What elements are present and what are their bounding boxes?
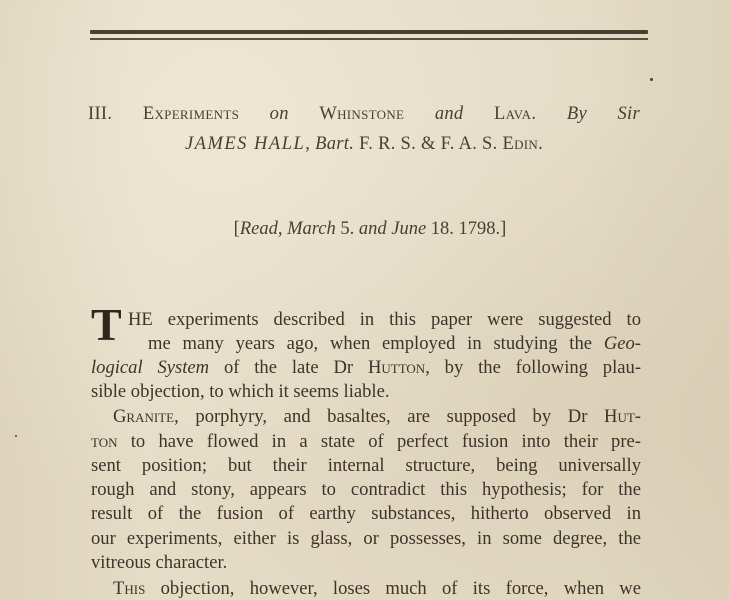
paragraph-1-line-3 [91, 357, 641, 379]
paragraph-2-line-6 [91, 528, 641, 550]
read-and: and [358, 219, 387, 239]
read-word: Read, [239, 219, 283, 239]
text-segment-smallcaps: Granite [113, 406, 175, 427]
paragraph-2-line-2 [91, 431, 641, 453]
header-rule-thin [90, 38, 648, 40]
title-word: Whinstone [319, 104, 405, 124]
text-segment: rough and stony, appears to contradict this hypothesis; for the [91, 479, 641, 500]
read-date-note [200, 219, 540, 240]
text-segment: of the late Dr [209, 357, 368, 378]
article-number: III. [88, 104, 113, 124]
article-title [88, 104, 640, 125]
ink-speck [650, 78, 653, 81]
text-segment: me many years ago, when employed in studying the [148, 333, 604, 354]
text-segment: objection, however, loses much of its force, when we [145, 578, 641, 599]
text-segment: our experiments, either is glass, or possesses, in some degree, the [91, 528, 641, 549]
bracket-close: ] [500, 219, 507, 239]
text-segment-smallcaps: Hutton [367, 357, 426, 378]
text-segment-italic: Geo- [603, 333, 641, 354]
ink-speck [15, 435, 17, 437]
title-conjunction: on [269, 104, 289, 124]
text-segment-italic: logical System [91, 357, 210, 378]
text-segment-smallcaps: Hut- [604, 406, 641, 427]
text-segment: HE experiments described in this paper were suggested to [128, 309, 641, 330]
bracket-open: [ [233, 219, 240, 239]
paragraph-2-line-4 [91, 479, 641, 501]
read-day-1: 5. [340, 219, 355, 239]
paragraph-2-line-1 [113, 406, 641, 428]
title-word: Experiments [142, 104, 240, 124]
author-bart: Bart. [315, 134, 355, 154]
read-day-year: 18. 1798. [430, 219, 501, 239]
paragraph-3-line-1 [113, 578, 641, 600]
paragraph-1-line-1 [128, 309, 641, 331]
text-segment-smallcaps: ton [91, 431, 118, 452]
author-edin: Edin. [502, 134, 544, 154]
drop-cap: T [91, 299, 122, 350]
text-segment: result of the fusion of earthy substances, hitherto observed in [91, 503, 641, 524]
text-segment: , by the following plau- [425, 357, 642, 378]
text-segment: to have flowed in a state of perfect fusion into their pre- [117, 431, 641, 452]
paragraph-1-line-2 [148, 333, 641, 355]
title-word: Lava. [494, 104, 537, 124]
article-author-line: JAMES HALL, Bart. F. R. S. & F. A. S. Edin. [184, 134, 544, 154]
paragraph-2-line-5 [91, 503, 641, 525]
read-month-1: March [287, 219, 336, 239]
title-by: By Sir [566, 104, 640, 124]
author-credentials: F. R. S. & F. A. S. [359, 134, 498, 154]
text-segment: vitreous character. [91, 552, 228, 573]
author-name: JAMES HALL [184, 134, 306, 154]
header-rule-thick [90, 30, 648, 34]
text-segment: , porphyry, and basaltes, are supposed by Dr [174, 406, 605, 427]
paragraph-2-line-7 [91, 552, 641, 574]
paragraph-2-line-3 [91, 455, 641, 477]
text-segment: sible objection, to which it seems liable. [91, 381, 390, 402]
text-segment-smallcaps: This [113, 578, 146, 599]
text-segment: sent position; but their internal structure, being universally [91, 455, 641, 476]
read-month-2: June [391, 219, 427, 239]
title-conjunction: and [434, 104, 464, 124]
paragraph-1-line-4 [91, 381, 641, 403]
